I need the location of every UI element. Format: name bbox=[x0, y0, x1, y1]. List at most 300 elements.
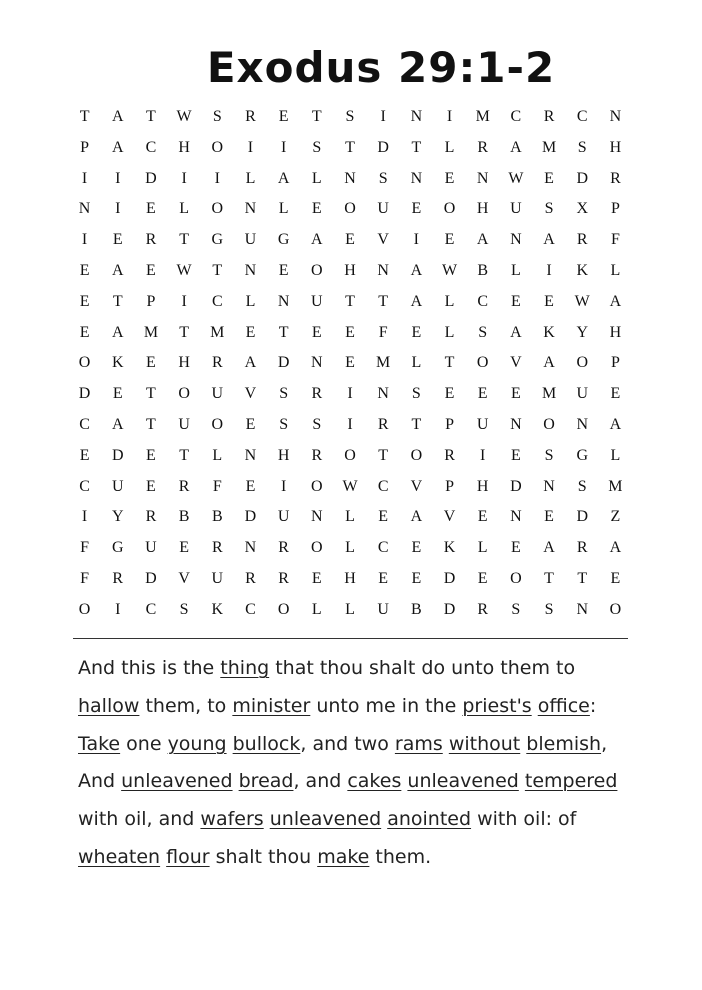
grid-letter: C bbox=[211, 292, 223, 310]
grid-letter: O bbox=[78, 600, 91, 618]
grid-letter: I bbox=[347, 415, 353, 433]
key-word: without bbox=[448, 732, 521, 755]
grid-letter: I bbox=[115, 200, 121, 218]
grid-letter: C bbox=[79, 477, 90, 495]
grid-letter: R bbox=[211, 539, 223, 557]
grid-letter: A bbox=[111, 261, 124, 279]
grid-letter: W bbox=[574, 292, 590, 310]
grid-letter: S bbox=[279, 415, 289, 433]
grid-letter: T bbox=[544, 569, 554, 587]
grid-letter: R bbox=[245, 569, 256, 587]
grid-letter: N bbox=[543, 477, 555, 495]
grid-letter: O bbox=[78, 354, 91, 372]
grid-letter: D bbox=[111, 446, 124, 464]
grid-letter: N bbox=[244, 446, 257, 464]
grid-letter: E bbox=[311, 200, 322, 218]
grid-letter: E bbox=[345, 354, 355, 372]
grid-letter: E bbox=[411, 323, 422, 341]
grid-letter: N bbox=[476, 169, 489, 187]
grid-letter: U bbox=[576, 385, 588, 403]
grid-letter: D bbox=[510, 477, 522, 495]
passage-text: them. bbox=[369, 845, 432, 868]
grid-letter: I bbox=[280, 477, 287, 495]
grid-letter: C bbox=[377, 477, 389, 495]
grid-letter: L bbox=[311, 600, 322, 618]
key-word: cakes bbox=[347, 770, 402, 793]
key-word: bread bbox=[238, 770, 294, 793]
grid-letter: D bbox=[576, 508, 588, 526]
grid-letter: T bbox=[378, 292, 389, 310]
grid-letter: E bbox=[444, 231, 455, 249]
grid-letter: E bbox=[510, 446, 521, 464]
grid-letter: N bbox=[510, 231, 522, 249]
grid-letter: R bbox=[178, 477, 190, 495]
grid-letter: D bbox=[443, 600, 456, 618]
grid-letter: U bbox=[111, 477, 124, 495]
grid-letter: W bbox=[441, 261, 458, 279]
grid-letter: D bbox=[443, 569, 456, 587]
key-word: wafers bbox=[200, 808, 264, 831]
key-word: anointed bbox=[387, 808, 472, 831]
grid-letter: S bbox=[279, 385, 289, 403]
grid-letter: O bbox=[344, 446, 356, 464]
grid-letter: S bbox=[577, 477, 587, 495]
grid-letter: H bbox=[476, 477, 489, 495]
grid-letter: U bbox=[277, 508, 290, 526]
grid-letter: T bbox=[179, 323, 189, 341]
grid-letter: T bbox=[79, 108, 90, 125]
grid-letter: N bbox=[576, 600, 588, 618]
grid-letter: S bbox=[312, 415, 322, 433]
grid-letter: N bbox=[311, 354, 323, 372]
grid-letter: M bbox=[376, 354, 391, 372]
grid-letter: E bbox=[444, 385, 455, 403]
grid-letter: S bbox=[544, 200, 554, 218]
grid-letter: I bbox=[81, 231, 88, 249]
key-word: make bbox=[317, 845, 370, 868]
grid-letter: L bbox=[278, 200, 289, 218]
grid-letter: W bbox=[176, 108, 192, 125]
grid-letter: U bbox=[377, 600, 389, 618]
grid-letter: B bbox=[411, 600, 422, 618]
grid-letter: I bbox=[446, 108, 453, 125]
grid-letter: F bbox=[80, 539, 90, 557]
grid-letter: O bbox=[311, 261, 323, 279]
grid-letter: A bbox=[543, 354, 555, 372]
grid-letter: K bbox=[111, 354, 124, 372]
grid-letter: D bbox=[145, 169, 157, 187]
grid-letter: M bbox=[210, 323, 225, 341]
grid-letter: N bbox=[377, 385, 389, 403]
key-word: bullock bbox=[232, 732, 301, 755]
grid-letter: T bbox=[378, 446, 389, 464]
grid-letter: N bbox=[244, 261, 257, 279]
grid-letter: E bbox=[378, 569, 389, 587]
passage-text: shalt thou bbox=[209, 845, 318, 868]
grid-letter: R bbox=[311, 385, 323, 403]
grid-letter: V bbox=[510, 354, 522, 372]
grid-letter: S bbox=[212, 108, 222, 125]
grid-letter: R bbox=[278, 539, 289, 557]
grid-letter: S bbox=[544, 600, 554, 618]
grid-letter: L bbox=[610, 261, 621, 279]
key-word: unleavened bbox=[269, 808, 382, 831]
grid-letter: I bbox=[115, 600, 121, 618]
page-title: Exodus 29:1-2 bbox=[206, 43, 556, 92]
grid-letter: M bbox=[143, 323, 159, 341]
grid-letter: E bbox=[245, 323, 256, 341]
grid-letter: L bbox=[411, 354, 422, 372]
grid-letter: T bbox=[577, 569, 588, 587]
grid-letter: S bbox=[478, 323, 488, 341]
grid-letter: N bbox=[344, 169, 356, 187]
key-word: tempered bbox=[524, 770, 618, 793]
grid-letter: V bbox=[410, 477, 423, 495]
grid-letter: A bbox=[311, 231, 323, 249]
grid-letter: Z bbox=[610, 508, 621, 526]
grid-letter: L bbox=[212, 446, 223, 464]
grid-letter: E bbox=[477, 508, 488, 526]
grid-letter: K bbox=[443, 539, 456, 557]
word-search-grid bbox=[68, 102, 632, 626]
grid-letter: O bbox=[211, 415, 224, 433]
grid-letter: E bbox=[477, 569, 488, 587]
grid-letter: O bbox=[510, 569, 522, 587]
grid-letter: K bbox=[576, 261, 588, 279]
grid-letter: C bbox=[145, 600, 157, 618]
grid-letter: E bbox=[146, 354, 156, 372]
grid-letter: A bbox=[111, 138, 124, 156]
grid-letter: T bbox=[146, 415, 156, 433]
passage-text: one bbox=[120, 732, 168, 755]
grid-letter: S bbox=[577, 138, 587, 156]
grid-letter: E bbox=[278, 261, 289, 279]
key-word: priest's bbox=[462, 694, 532, 717]
grid-letter: E bbox=[112, 385, 123, 403]
grid-letter: I bbox=[480, 446, 486, 464]
grid-letter: H bbox=[609, 323, 622, 341]
grid-letter: T bbox=[311, 108, 322, 125]
grid-letter: O bbox=[211, 200, 224, 218]
grid-letter: M bbox=[608, 477, 623, 495]
grid-letter: K bbox=[543, 323, 555, 341]
key-word: Take bbox=[78, 732, 121, 755]
grid-letter: R bbox=[576, 539, 588, 557]
passage-text: that thou shalt do unto them to bbox=[269, 657, 576, 679]
grid-letter: H bbox=[277, 446, 290, 464]
grid-letter: O bbox=[609, 600, 622, 618]
grid-letter: R bbox=[377, 415, 389, 433]
grid-letter: N bbox=[410, 108, 423, 125]
grid-letter: F bbox=[212, 477, 222, 495]
grid-letter: I bbox=[214, 169, 220, 187]
grid-letter: N bbox=[576, 415, 588, 433]
grid-letter: N bbox=[510, 415, 522, 433]
grid-letter: T bbox=[112, 292, 123, 310]
grid-letter: E bbox=[610, 569, 621, 587]
key-word: young bbox=[167, 732, 227, 755]
grid-letter: C bbox=[145, 138, 157, 156]
grid-letter: C bbox=[377, 539, 389, 557]
grid-letter: A bbox=[609, 415, 622, 433]
grid-letter: S bbox=[511, 600, 521, 618]
passage-text: And this is the bbox=[78, 657, 221, 679]
scripture-passage bbox=[78, 650, 626, 877]
grid-letter: C bbox=[245, 600, 256, 618]
key-word: office bbox=[537, 694, 590, 717]
grid-letter: O bbox=[277, 600, 290, 618]
grid-letter: E bbox=[79, 446, 90, 464]
grid-letter: L bbox=[345, 600, 355, 618]
grid-letter: T bbox=[146, 385, 156, 403]
grid-letter: T bbox=[345, 138, 355, 156]
grid-letter: M bbox=[541, 385, 557, 403]
key-word: thing bbox=[220, 657, 270, 679]
grid-letter: E bbox=[311, 569, 322, 587]
grid-letter: O bbox=[443, 200, 456, 218]
grid-letter: P bbox=[610, 200, 620, 218]
grid-letter: L bbox=[444, 323, 455, 341]
grid-letter: S bbox=[345, 108, 355, 125]
key-word: wheaten bbox=[78, 845, 161, 868]
grid-letter: A bbox=[410, 508, 423, 526]
grid-letter: A bbox=[244, 354, 257, 372]
grid-letter: L bbox=[245, 169, 256, 187]
grid-letter: D bbox=[377, 138, 389, 156]
grid-letter: A bbox=[543, 231, 555, 249]
grid-letter: I bbox=[347, 385, 353, 403]
grid-letter: B bbox=[211, 508, 223, 526]
grid-letter: W bbox=[508, 169, 524, 187]
grid-letter: S bbox=[411, 385, 421, 403]
grid-letter: V bbox=[178, 569, 190, 587]
grid-letter: E bbox=[79, 292, 90, 310]
grid-letter: O bbox=[344, 200, 356, 218]
grid-letter: A bbox=[111, 323, 124, 341]
passage-text: with oil, and bbox=[78, 808, 201, 831]
grid-letter: F bbox=[80, 569, 90, 587]
grid-letter: W bbox=[342, 477, 358, 495]
grid-letter: I bbox=[380, 108, 386, 125]
grid-letter: N bbox=[277, 292, 290, 310]
grid-letter: S bbox=[378, 169, 388, 187]
grid-letter: C bbox=[576, 108, 588, 125]
grid-letter: E bbox=[146, 477, 156, 495]
grid-letter: D bbox=[576, 169, 588, 187]
grid-letter: T bbox=[444, 354, 455, 372]
grid-letter: O bbox=[543, 415, 555, 433]
grid-letter: G bbox=[111, 539, 124, 557]
grid-letter: L bbox=[311, 169, 322, 187]
grid-letter: A bbox=[410, 261, 423, 279]
passage-text: , And bbox=[78, 732, 608, 793]
grid-letter: P bbox=[610, 354, 620, 372]
grid-letter: A bbox=[543, 539, 555, 557]
grid-letter: E bbox=[146, 446, 156, 464]
grid-letter: D bbox=[277, 354, 290, 372]
grid-letter: C bbox=[510, 108, 522, 125]
grid-letter: G bbox=[277, 231, 290, 249]
grid-letter: E bbox=[146, 200, 156, 218]
grid-letter: D bbox=[78, 385, 91, 403]
grid-letter: E bbox=[345, 231, 355, 249]
grid-letter: A bbox=[111, 415, 124, 433]
grid-letter: F bbox=[378, 323, 388, 341]
grid-letter: A bbox=[609, 292, 622, 310]
grid-letter: U bbox=[145, 539, 157, 557]
grid-letter: X bbox=[576, 200, 588, 218]
passage-text: them, to bbox=[139, 694, 233, 717]
grid-letter: E bbox=[79, 261, 90, 279]
grid-letter: B bbox=[178, 508, 190, 526]
grid-letter: R bbox=[245, 108, 256, 125]
grid-letter: Y bbox=[111, 508, 124, 526]
grid-letter: R bbox=[145, 231, 157, 249]
grid-letter: M bbox=[475, 108, 490, 125]
grid-letter: O bbox=[211, 138, 224, 156]
grid-letter: N bbox=[311, 508, 323, 526]
grid-letter: L bbox=[510, 261, 521, 279]
grid-letter: O bbox=[178, 385, 190, 403]
grid-letter: U bbox=[377, 200, 389, 218]
grid-letter: H bbox=[178, 138, 190, 156]
grid-letter: Y bbox=[576, 323, 588, 341]
grid-letter: S bbox=[312, 138, 322, 156]
grid-letter: R bbox=[477, 138, 489, 156]
grid-letter: R bbox=[477, 600, 489, 618]
grid-letter: N bbox=[410, 169, 423, 187]
grid-letter: R bbox=[112, 569, 124, 587]
grid-letter: E bbox=[544, 292, 554, 310]
grid-letter: E bbox=[510, 292, 521, 310]
grid-letter: E bbox=[278, 108, 289, 125]
grid-letter: S bbox=[544, 446, 554, 464]
grid-letter: L bbox=[444, 292, 455, 310]
grid-letter: H bbox=[344, 261, 356, 279]
grid-letter: T bbox=[278, 323, 289, 341]
grid-letter: E bbox=[510, 539, 521, 557]
grid-letter: L bbox=[444, 138, 455, 156]
grid-letter: H bbox=[609, 138, 622, 156]
grid-letter: S bbox=[179, 600, 189, 618]
grid-letter: C bbox=[79, 415, 90, 433]
grid-letter: E bbox=[477, 385, 488, 403]
grid-letter: E bbox=[411, 569, 422, 587]
grid-letter: L bbox=[345, 508, 355, 526]
grid-letter: T bbox=[345, 292, 355, 310]
grid-letter: I bbox=[181, 292, 187, 310]
grid-letter: I bbox=[280, 138, 287, 156]
divider bbox=[73, 638, 628, 639]
grid-letter: I bbox=[81, 169, 88, 187]
grid-letter: V bbox=[443, 508, 456, 526]
grid-letter: E bbox=[179, 539, 189, 557]
grid-letter: T bbox=[212, 261, 223, 279]
grid-letter: R bbox=[444, 446, 455, 464]
grid-letter: G bbox=[211, 231, 224, 249]
grid-letter: L bbox=[245, 292, 256, 310]
grid-letter: E bbox=[544, 508, 554, 526]
grid-letter: F bbox=[610, 231, 620, 249]
grid-letter: R bbox=[278, 569, 289, 587]
grid-letter: O bbox=[311, 539, 323, 557]
key-word: unleavened bbox=[407, 770, 519, 793]
grid-letter: U bbox=[178, 415, 190, 433]
grid-letter: R bbox=[145, 508, 157, 526]
key-word: minister bbox=[232, 694, 311, 717]
grid-letter: E bbox=[378, 508, 389, 526]
grid-letter: R bbox=[610, 169, 621, 187]
grid-letter: N bbox=[244, 200, 257, 218]
grid-letter: D bbox=[244, 508, 257, 526]
grid-letter: O bbox=[311, 477, 323, 495]
grid-letter: H bbox=[476, 200, 489, 218]
grid-letter: C bbox=[477, 292, 489, 310]
key-word: hallow bbox=[78, 694, 140, 717]
grid-letter: A bbox=[111, 108, 124, 125]
grid-letter: E bbox=[79, 323, 90, 341]
grid-letter: N bbox=[377, 261, 389, 279]
grid-letter: T bbox=[146, 108, 156, 125]
grid-letter: P bbox=[80, 138, 90, 156]
grid-letter: R bbox=[543, 108, 555, 125]
key-word: rams bbox=[394, 732, 443, 755]
grid-letter: T bbox=[179, 231, 189, 249]
grid-letter: E bbox=[444, 169, 455, 187]
passage-text: with oil: of bbox=[471, 808, 577, 831]
grid-letter: E bbox=[510, 385, 521, 403]
grid-letter: L bbox=[477, 539, 488, 557]
grid-letter: U bbox=[211, 569, 224, 587]
grid-letter: P bbox=[445, 415, 454, 433]
grid-letter: I bbox=[181, 169, 187, 187]
grid-letter: A bbox=[476, 231, 489, 249]
grid-letter: M bbox=[541, 138, 557, 156]
grid-letter: K bbox=[211, 600, 224, 618]
grid-letter: N bbox=[609, 108, 622, 125]
grid-letter: A bbox=[510, 323, 522, 341]
grid-letter: N bbox=[244, 539, 257, 557]
grid-letter: T bbox=[179, 446, 189, 464]
key-word: blemish bbox=[526, 732, 602, 755]
grid-letter: V bbox=[244, 385, 257, 403]
grid-letter: N bbox=[510, 508, 522, 526]
grid-letter: P bbox=[146, 292, 156, 310]
grid-letter: E bbox=[311, 323, 322, 341]
grid-letter: E bbox=[411, 539, 422, 557]
grid-letter: G bbox=[576, 446, 588, 464]
grid-letter: T bbox=[411, 415, 422, 433]
passage-text: : bbox=[589, 694, 597, 717]
grid-letter: B bbox=[477, 261, 489, 279]
grid-letter: R bbox=[576, 231, 588, 249]
grid-letter: O bbox=[410, 446, 423, 464]
grid-letter: E bbox=[146, 261, 156, 279]
grid-letter: I bbox=[115, 169, 121, 187]
grid-letter: E bbox=[245, 477, 256, 495]
grid-letter: O bbox=[576, 354, 588, 372]
passage-text: , and bbox=[293, 770, 348, 793]
grid-letter: L bbox=[179, 200, 189, 218]
grid-letter: A bbox=[277, 169, 290, 187]
grid-letter: E bbox=[245, 415, 256, 433]
grid-letter: A bbox=[609, 539, 622, 557]
grid-letter: V bbox=[377, 231, 389, 249]
grid-letter: I bbox=[81, 508, 88, 526]
passage-text: unto me in the bbox=[310, 694, 463, 717]
grid-letter: A bbox=[410, 292, 423, 310]
key-word: flour bbox=[166, 845, 210, 868]
